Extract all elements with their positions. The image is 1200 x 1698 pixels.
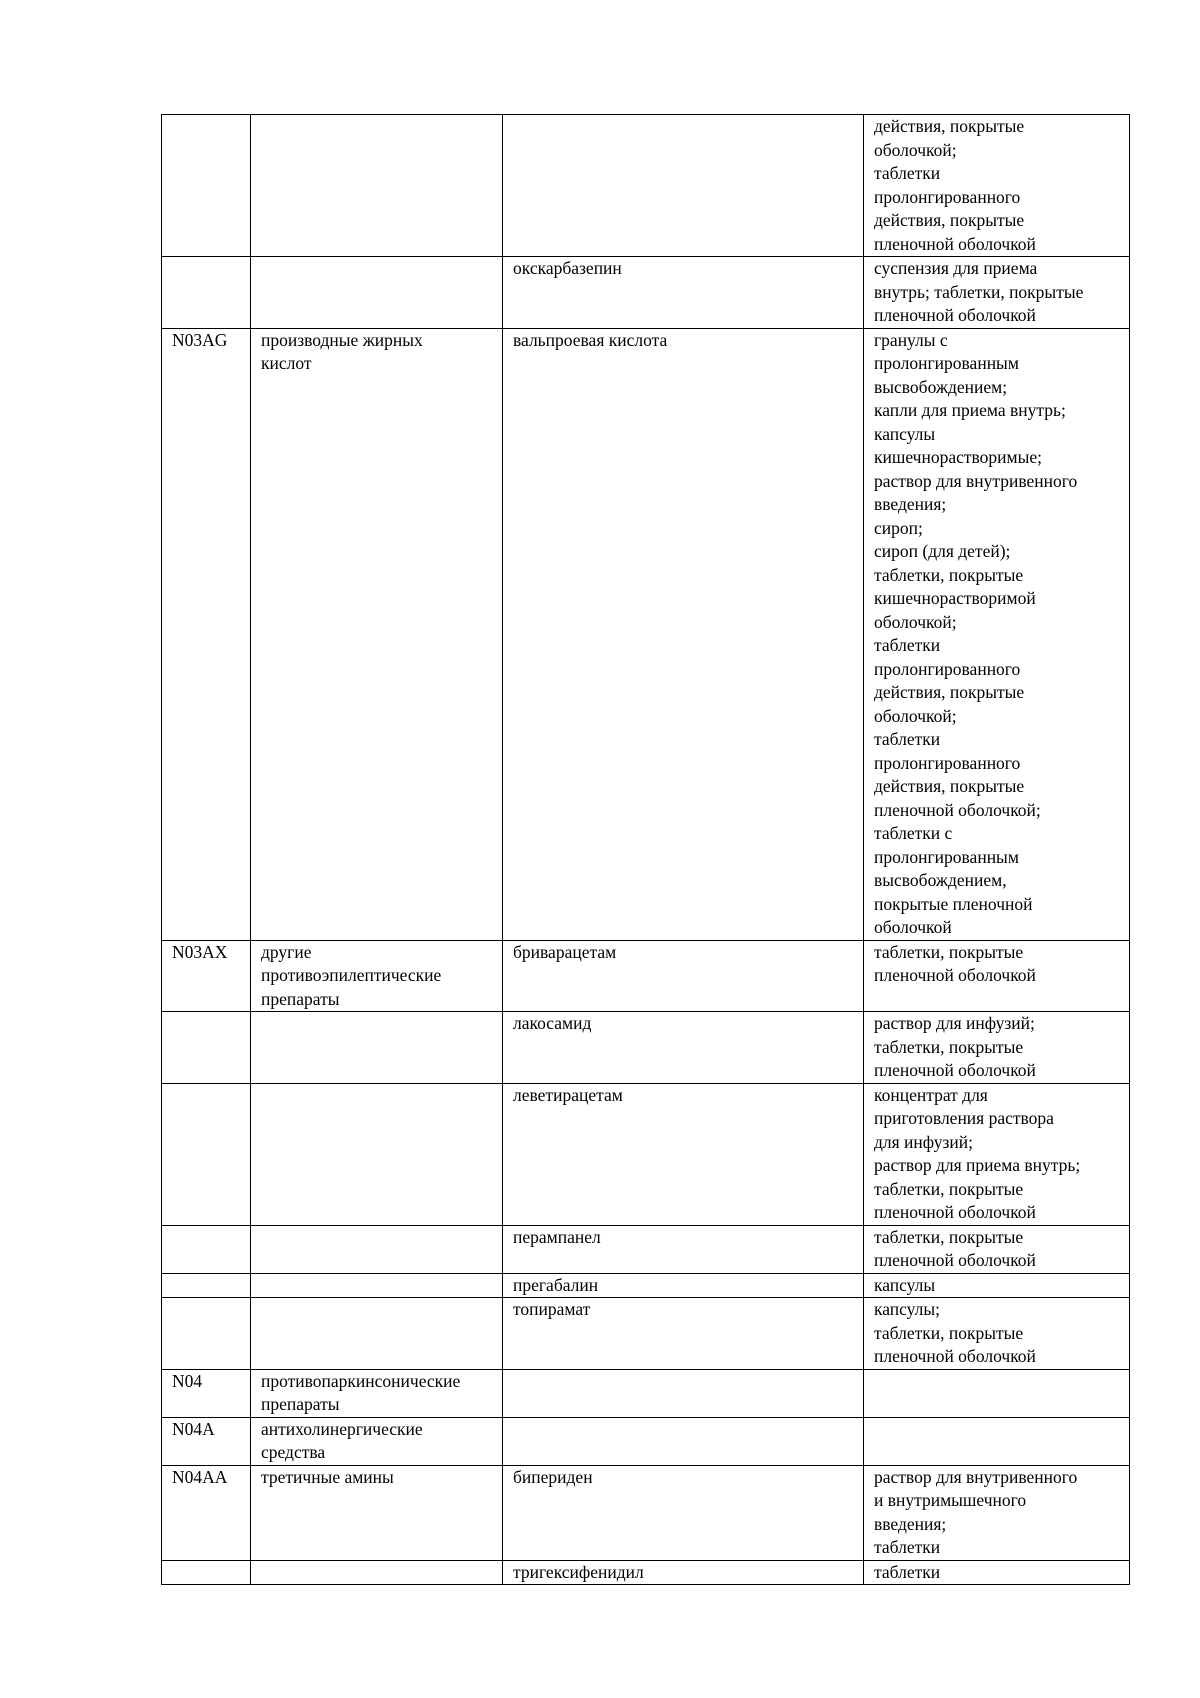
dosage-forms-cell: суспензия для приема внутрь; таблетки, покрытые пленочной оболочкой [864, 257, 1130, 329]
dosage-forms-cell: таблетки [864, 1560, 1130, 1585]
atc-code-cell [162, 1273, 251, 1298]
dosage-forms-cell: раствор для инфузий; таблетки, покрытые пленочной оболочкой [864, 1012, 1130, 1084]
table-row [162, 1273, 1130, 1298]
atc-code-cell: N04A [162, 1417, 251, 1465]
atc-code-cell [162, 115, 251, 257]
substance-cell: бриварацетам [503, 940, 864, 1012]
substance-cell: вальпроевая кислота [503, 328, 864, 940]
dosage-forms-cell: капсулы; таблетки, покрытые пленочной оболочкой [864, 1298, 1130, 1370]
table-row [162, 1560, 1130, 1585]
table-row [162, 1225, 1130, 1273]
table-row [162, 257, 1130, 329]
atc-code-cell [162, 257, 251, 329]
dosage-forms-cell: действия, покрытые оболочкой; таблетки пролонгированного действия, покрытые пленочной оболочкой [864, 115, 1130, 257]
group-cell [251, 1298, 503, 1370]
group-cell [251, 1225, 503, 1273]
drug-classification-table [161, 114, 1130, 1585]
table-row [162, 1083, 1130, 1225]
group-cell [251, 1560, 503, 1585]
substance-cell [503, 115, 864, 257]
substance-cell: леветирацетам [503, 1083, 864, 1225]
substance-cell: топирамат [503, 1298, 864, 1370]
group-cell [251, 257, 503, 329]
substance-cell [503, 1417, 864, 1465]
dosage-forms-cell: концентрат для приготовления раствора для инфузий; раствор для приема внутрь; таблетки, покрытые пленочной оболочкой [864, 1083, 1130, 1225]
group-cell [251, 1012, 503, 1084]
dosage-forms-cell [864, 1369, 1130, 1417]
atc-code-cell: N03AG [162, 328, 251, 940]
group-cell: антихолинергические средства [251, 1417, 503, 1465]
table-row [162, 1465, 1130, 1560]
substance-cell: окскарбазепин [503, 257, 864, 329]
substance-cell: лакосамид [503, 1012, 864, 1084]
table-row [162, 328, 1130, 940]
table-row [162, 1417, 1130, 1465]
dosage-forms-cell: гранулы с пролонгированным высвобождением; капли для приема внутрь; капсулы кишечнорастворимые; раствор для внутривенного введения; сироп; сироп (для детей); таблетки, покрытые кишечнорастворимой оболочкой; таблетки пролонгированного действия, покрытые оболочкой; таблетки пролонгированного действия, покрытые пленочной оболочкой; таблетки с пролонгированным высвобождением, покрытые пленочной оболочкой [864, 328, 1130, 940]
substance-cell: тригексифенидил [503, 1560, 864, 1585]
atc-code-cell: N04AA [162, 1465, 251, 1560]
table-row [162, 1012, 1130, 1084]
group-cell [251, 1083, 503, 1225]
atc-code-cell [162, 1083, 251, 1225]
table-row [162, 1298, 1130, 1370]
substance-cell [503, 1369, 864, 1417]
dosage-forms-cell [864, 1417, 1130, 1465]
table-row [162, 1369, 1130, 1417]
group-cell: противопаркинсонические препараты [251, 1369, 503, 1417]
group-cell: производные жирных кислот [251, 328, 503, 940]
substance-cell: прегабалин [503, 1273, 864, 1298]
dosage-forms-cell: таблетки, покрытые пленочной оболочкой [864, 940, 1130, 1012]
group-cell: третичные амины [251, 1465, 503, 1560]
substance-cell: перампанел [503, 1225, 864, 1273]
table-row [162, 940, 1130, 1012]
group-cell: другие противоэпилептические препараты [251, 940, 503, 1012]
dosage-forms-cell: таблетки, покрытые пленочной оболочкой [864, 1225, 1130, 1273]
substance-cell: бипериден [503, 1465, 864, 1560]
atc-code-cell [162, 1560, 251, 1585]
atc-code-cell [162, 1298, 251, 1370]
group-cell [251, 1273, 503, 1298]
atc-code-cell [162, 1012, 251, 1084]
group-cell [251, 115, 503, 257]
table-row [162, 115, 1130, 257]
dosage-forms-cell: капсулы [864, 1273, 1130, 1298]
atc-code-cell [162, 1225, 251, 1273]
atc-code-cell: N04 [162, 1369, 251, 1417]
atc-code-cell: N03AX [162, 940, 251, 1012]
dosage-forms-cell: раствор для внутривенного и внутримышечного введения; таблетки [864, 1465, 1130, 1560]
